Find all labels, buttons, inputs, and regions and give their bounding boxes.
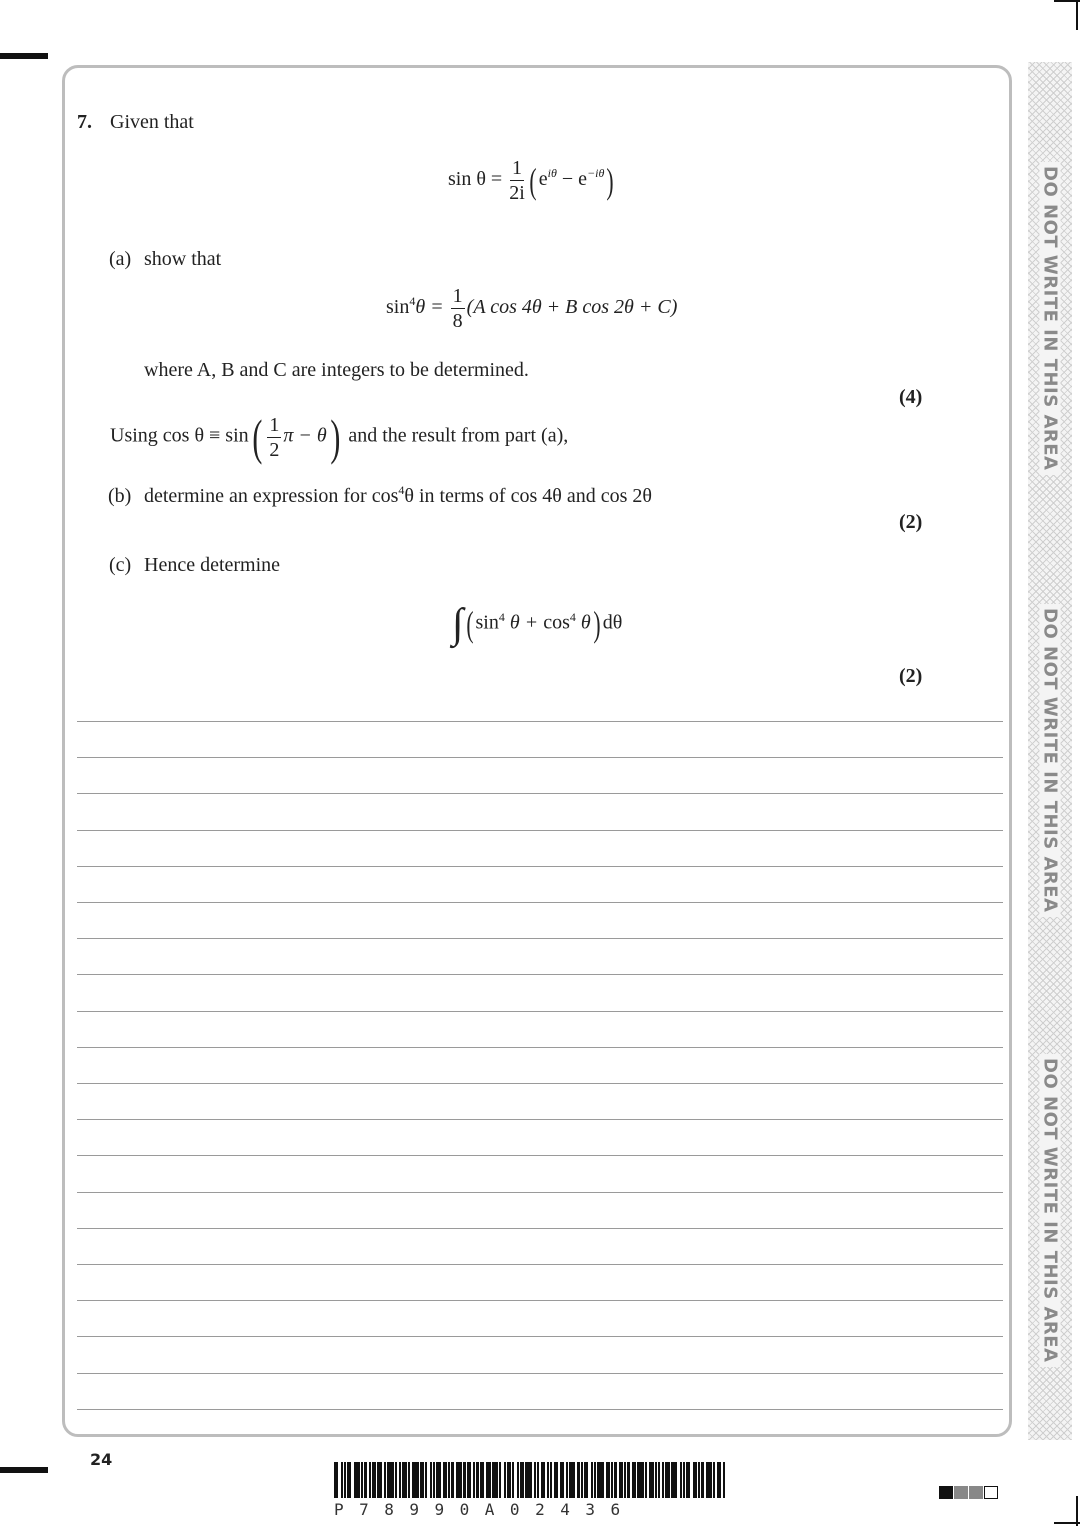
- answer-line[interactable]: [77, 1336, 1003, 1337]
- int-cos: cos: [543, 611, 570, 634]
- answer-line[interactable]: [77, 793, 1003, 794]
- barcode-bar: [614, 1462, 616, 1498]
- barcode-bar: [463, 1462, 465, 1498]
- barcode-bar: [665, 1462, 669, 1498]
- barcode-bar: [686, 1462, 690, 1498]
- paren-open: (: [529, 160, 537, 201]
- barcode-bar: [399, 1462, 401, 1498]
- barcode-bar: [591, 1462, 593, 1498]
- eq1-exp2: −iθ: [587, 166, 605, 181]
- barcode-bar: [344, 1462, 346, 1498]
- barcode-bar: [364, 1462, 366, 1498]
- sin4-var: θ =: [415, 296, 444, 319]
- barcode-bar: [701, 1462, 703, 1498]
- barcode-bar: [723, 1462, 725, 1498]
- eq1-minus: −: [561, 168, 574, 191]
- barcode: [334, 1462, 750, 1498]
- barcode-bar: [683, 1462, 685, 1498]
- barcode-bar: [637, 1462, 644, 1498]
- answer-line[interactable]: [77, 1083, 1003, 1084]
- barcode-bar: [619, 1462, 623, 1498]
- integral-sign: ∫: [452, 601, 464, 647]
- int-dtheta: dθ: [602, 611, 623, 634]
- integral-expression: [452, 603, 622, 645]
- barcode-bar: [597, 1462, 604, 1498]
- sin4-fraction: [451, 286, 465, 331]
- barcode-bar: [467, 1462, 471, 1498]
- barcode-bar: [377, 1462, 381, 1498]
- barcode-bar: [594, 1462, 596, 1498]
- part-b-text: [144, 483, 652, 507]
- answer-line[interactable]: [77, 974, 1003, 975]
- barcode-bar: [395, 1462, 397, 1498]
- eq1-fraction: [509, 158, 525, 203]
- eq1-den: 2i: [509, 182, 525, 204]
- barcode-bar: [534, 1462, 536, 1498]
- barcode-bar: [512, 1462, 514, 1498]
- barcode-bar: [541, 1462, 545, 1498]
- barcode-bar: [517, 1462, 519, 1498]
- equation-sin-definition: [448, 158, 616, 203]
- barcode-bar: [706, 1462, 713, 1498]
- barcode-bar: [655, 1462, 657, 1498]
- barcode-bar: [369, 1462, 371, 1498]
- paren-close: ): [606, 160, 614, 201]
- barcode-bar: [425, 1462, 427, 1498]
- question-intro: Given that: [110, 111, 194, 133]
- barcode-bar: [566, 1462, 568, 1498]
- barcode-bar: [693, 1462, 697, 1498]
- paren-close-3: ): [593, 604, 601, 644]
- crop-mark-top-right-vertical: [1076, 0, 1078, 30]
- part-b-exp: 4: [398, 483, 405, 497]
- part-c-marks: (2): [899, 665, 923, 687]
- barcode-bar: [430, 1462, 432, 1498]
- barcode-bar: [433, 1462, 435, 1498]
- barcode-bar: [384, 1462, 386, 1498]
- using-identity: [110, 409, 569, 465]
- margin-warning-2: DO NOT WRITE IN THIS AREA: [1040, 604, 1061, 917]
- barcode-bar: [443, 1462, 447, 1498]
- barcode-bar: [408, 1462, 410, 1498]
- int-sin-var: θ +: [509, 611, 539, 634]
- answer-line[interactable]: [77, 1047, 1003, 1048]
- using-prefix: Using cos θ ≡ sin: [110, 424, 249, 447]
- margin-warning-1: DO NOT WRITE IN THIS AREA: [1040, 162, 1061, 475]
- barcode-bar: [504, 1462, 506, 1498]
- eq1-e2: e: [578, 168, 588, 191]
- barcode-bar: [507, 1462, 511, 1498]
- barcode-bar: [611, 1462, 613, 1498]
- barcode-bar: [560, 1462, 564, 1498]
- barcode-bar: [584, 1462, 588, 1498]
- barcode-bar: [520, 1462, 524, 1498]
- barcode-bar: [547, 1462, 549, 1498]
- part-c-text: Hence determine: [144, 554, 281, 576]
- answer-line[interactable]: [77, 866, 1003, 867]
- sin4-num: 1: [452, 285, 463, 307]
- using-inner: π − θ: [283, 424, 327, 447]
- part-b-label: (b): [108, 485, 132, 507]
- barcode-bar: [550, 1462, 552, 1498]
- do-not-write-margin: [1028, 62, 1072, 1440]
- part-a-text: show that: [144, 248, 222, 270]
- page-squares: [939, 1486, 998, 1499]
- barcode-bar: [347, 1462, 351, 1498]
- half-fraction: [267, 415, 281, 460]
- int-sin: sin: [475, 611, 499, 634]
- barcode-bar: [436, 1462, 440, 1498]
- part-a-marks: (4): [899, 386, 923, 408]
- barcode-bar: [537, 1462, 539, 1498]
- answer-line[interactable]: [77, 1300, 1003, 1301]
- page-number: 24: [90, 1450, 113, 1469]
- registration-mark-top: [0, 53, 48, 59]
- barcode-bar: [717, 1462, 721, 1498]
- answer-line[interactable]: [77, 1155, 1003, 1156]
- answer-frame: [62, 65, 1012, 1437]
- square-2: [954, 1486, 968, 1499]
- barcode-bar: [525, 1462, 532, 1498]
- paren-close-2: ): [329, 409, 340, 465]
- barcode-bar: [448, 1462, 450, 1498]
- answer-line[interactable]: [77, 902, 1003, 903]
- barcode-bar: [658, 1462, 660, 1498]
- part-a-where: where A, B and C are integers to be determined.: [144, 359, 529, 381]
- paren-open-3: (: [465, 604, 474, 644]
- part-b-marks: (2): [899, 511, 923, 533]
- square-1: [939, 1486, 953, 1499]
- barcode-bar: [480, 1462, 484, 1498]
- barcode-bar: [451, 1462, 453, 1498]
- barcode-bar: [412, 1462, 419, 1498]
- barcode-bar: [577, 1462, 579, 1498]
- answer-line[interactable]: [77, 1373, 1003, 1374]
- using-suffix: and the result from part (a),: [348, 424, 569, 447]
- barcode-bar: [627, 1462, 629, 1498]
- barcode-text: P78990A02436: [334, 1500, 636, 1519]
- barcode-bar: [361, 1462, 363, 1498]
- barcode-bar: [387, 1462, 394, 1498]
- int-sin-exp: 4: [498, 609, 505, 624]
- answer-line[interactable]: [77, 1011, 1003, 1012]
- barcode-bar: [632, 1462, 636, 1498]
- question-number: 7.: [77, 111, 92, 133]
- barcode-bar: [341, 1462, 343, 1498]
- barcode-bar: [372, 1462, 376, 1498]
- eq1-lhs: sin θ =: [448, 168, 503, 191]
- barcode-bar: [334, 1462, 338, 1498]
- barcode-bar: [581, 1462, 583, 1498]
- part-b-text-post: θ in terms of cos 4θ and cos 2θ: [404, 485, 652, 507]
- answer-line[interactable]: [77, 1264, 1003, 1265]
- part-c-label: (c): [109, 554, 132, 576]
- square-3: [969, 1486, 983, 1499]
- eq1-num: 1: [511, 157, 522, 179]
- barcode-bar: [554, 1462, 558, 1498]
- barcode-bar: [473, 1462, 475, 1498]
- answer-line[interactable]: [77, 757, 1003, 758]
- barcode-bar: [420, 1462, 424, 1498]
- half-den: 2: [269, 438, 280, 461]
- registration-mark-bottom: [0, 1467, 48, 1473]
- barcode-bar: [476, 1462, 478, 1498]
- answer-line[interactable]: [77, 1228, 1003, 1229]
- part-a-label: (a): [109, 248, 132, 270]
- barcode-bar: [354, 1462, 361, 1498]
- part-b-text-pre: determine an expression for cos: [144, 485, 399, 507]
- square-4: [984, 1486, 998, 1499]
- barcode-bar: [606, 1462, 610, 1498]
- crop-mark-bottom-right-vertical: [1076, 1496, 1078, 1526]
- answer-line[interactable]: [77, 1119, 1003, 1120]
- answer-line[interactable]: [77, 1409, 1003, 1410]
- barcode-bar: [456, 1462, 463, 1498]
- eq1-e: e: [538, 168, 548, 191]
- barcode-bar: [671, 1462, 678, 1498]
- barcode-bar: [645, 1462, 647, 1498]
- barcode-bar: [649, 1462, 653, 1498]
- barcode-bar: [713, 1462, 715, 1498]
- barcode-bar: [698, 1462, 700, 1498]
- sin4-rhs: (A cos 4θ + B cos 2θ + C): [466, 296, 678, 319]
- barcode-bar: [492, 1462, 499, 1498]
- sin4-exp: 4: [409, 294, 416, 309]
- int-cos-var: θ: [580, 611, 591, 634]
- equation-sin4: [386, 286, 677, 331]
- int-cos-exp: 4: [569, 609, 576, 624]
- answer-line[interactable]: [77, 938, 1003, 939]
- sin4-den: 8: [452, 310, 463, 332]
- barcode-bar: [499, 1462, 501, 1498]
- half-num: 1: [269, 413, 280, 436]
- eq1-exp1: iθ: [547, 166, 557, 181]
- barcode-bar: [680, 1462, 682, 1498]
- answer-line[interactable]: [77, 1192, 1003, 1193]
- margin-warning-3: DO NOT WRITE IN THIS AREA: [1040, 1054, 1061, 1367]
- sin4-base: sin: [386, 296, 410, 319]
- barcode-bar: [624, 1462, 626, 1498]
- answer-line[interactable]: [77, 721, 1003, 722]
- barcode-bar: [402, 1462, 406, 1498]
- barcode-bar: [662, 1462, 664, 1498]
- barcode-bar: [486, 1462, 490, 1498]
- barcode-bar: [569, 1462, 576, 1498]
- answer-line[interactable]: [77, 830, 1003, 831]
- paren-open-2: (: [251, 409, 262, 465]
